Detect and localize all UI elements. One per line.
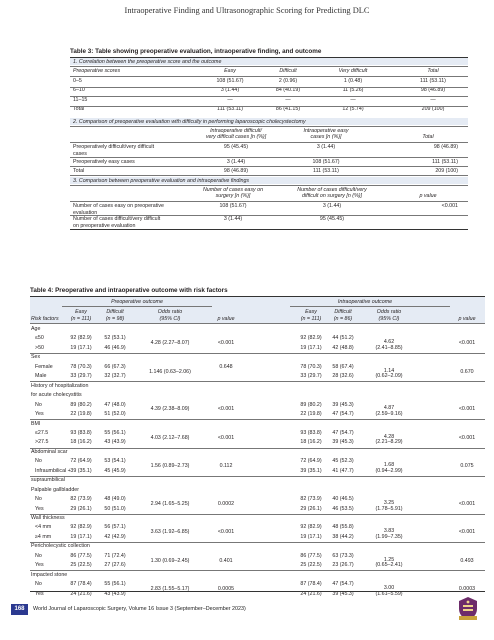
- t3s3-cell: Number of cases easy on preoperative: [73, 203, 164, 209]
- t3s1-cell: 98 (46.89): [420, 87, 446, 94]
- t4-row-label: No: [35, 581, 42, 588]
- t4-cell: 56 (57.1): [104, 524, 126, 531]
- t4-row-label: <4 mm: [35, 524, 52, 531]
- t4-cell: <0.001: [458, 434, 476, 441]
- t3s1-cell: 11–15: [73, 96, 88, 103]
- t4-cell: 0.648: [219, 363, 233, 370]
- publisher-logo-icon: [457, 596, 479, 621]
- t4-cell: 4.28: [383, 433, 395, 440]
- t4-cell: 32 (32.7): [104, 373, 126, 380]
- t4-cell: 24 (21.6): [300, 590, 322, 597]
- t4-row-label: >50: [35, 344, 44, 351]
- t4-cell: 33 (29.7): [300, 373, 322, 380]
- t4-cell: 0.0002: [217, 500, 235, 507]
- t4-cell: 41 (47.7): [332, 467, 354, 474]
- t4-col-header: (n = 111): [300, 316, 322, 322]
- t4-col-header: Difficult: [106, 309, 124, 315]
- t3s1-cell: 1 (0.48): [343, 78, 363, 84]
- t4-cell: 1.30 (0.69–2.45): [150, 557, 190, 564]
- t4-cell: (1.78–5.91): [375, 505, 403, 512]
- t4-cell: 86 (77.5): [70, 552, 92, 559]
- t3s2-col-header: Total: [422, 134, 434, 140]
- t3s2-col-header: Intraoperative easy: [303, 128, 349, 134]
- table4-bottom-rule: [30, 591, 485, 592]
- t4-group-label: Sex: [31, 354, 41, 361]
- table3-bottom-rule: [70, 229, 468, 230]
- t4-col-header: Odds ratio: [376, 309, 402, 315]
- t4-cell: 25 (22.5): [300, 562, 322, 569]
- t4-col-header: Risk factors: [31, 316, 59, 322]
- t4-group-label: Abdominal scar: [31, 448, 68, 455]
- t4-cell: 0.493: [460, 557, 474, 564]
- table3-caption: Table 3: Table showing preoperative evaluation, intraoperative finding, and outcome: [70, 48, 322, 55]
- t3s3-cell: <0.001: [441, 203, 458, 209]
- t4-row-label: Yes: [35, 562, 44, 569]
- t4-cell: 1.14: [383, 367, 395, 374]
- t3s1-cell: 12 (5.74): [342, 105, 364, 112]
- t4-cell: 87 (78.4): [70, 581, 92, 588]
- t4-row-label: Yes: [35, 505, 44, 512]
- t4-cell: 2.94 (1.65–5.25): [150, 500, 190, 507]
- t4-cell: 38 (44.2): [332, 533, 354, 540]
- t4-col-header: p value: [217, 316, 235, 322]
- t4-cell: 92 (82.9): [70, 524, 92, 531]
- t3s2-cell: Preoperatively difficult/very difficult: [73, 144, 155, 150]
- t4-cell: 71 (72.4): [104, 552, 126, 559]
- t4-cell: 42 (42.9): [104, 533, 126, 540]
- t4-col-header: (95% CI): [378, 316, 400, 322]
- t3s1-cell: 111 (53.11): [420, 78, 446, 84]
- t4-cell: <0.001: [217, 434, 235, 441]
- t4-cell: (0.65–2.41): [375, 562, 403, 569]
- table4-group-pre: Preoperative outcome: [111, 299, 163, 305]
- t4-row-label: No: [35, 496, 42, 503]
- t4-cell: 39 (45.3): [332, 439, 354, 446]
- t3s3-cell: 3 (1.44): [223, 216, 243, 222]
- t4-cell: 92 (82.9): [70, 335, 92, 342]
- t3s2-cell: Total: [73, 168, 85, 174]
- t4-cell: 19 (17.1): [300, 533, 322, 540]
- t3s1-col-header: Preoperative scores: [73, 68, 121, 74]
- t4-cell: 3.83: [383, 528, 395, 535]
- t3s1-cell: 2 (0.96): [278, 78, 298, 84]
- t4-row-label: Yes: [35, 411, 44, 418]
- t4-cell: 25 (22.5): [70, 562, 92, 569]
- t3s2-col-header: very difficult cases [n (%)]: [205, 134, 267, 140]
- t3s1-cell: 0–5: [73, 78, 82, 84]
- t4-group-label: BMI: [31, 420, 41, 427]
- t4-cell: 27 (27.6): [104, 562, 126, 569]
- t4-cell: 4.03 (2.12–7.68): [150, 434, 190, 441]
- t4-cell: 1.56 (0.89–2.73): [150, 463, 190, 470]
- t3s2-cell: 98 (46.89): [223, 168, 249, 174]
- t4-row-label: No: [35, 458, 42, 465]
- t3s2-col-header: Intraoperative difficult/: [210, 128, 262, 134]
- t4-cell: 19 (17.1): [70, 344, 92, 351]
- t3s2-cell: 3 (1.44): [226, 159, 246, 165]
- t4-cell: 29 (26.1): [70, 505, 92, 512]
- t4-cell: 47 (54.7): [332, 429, 354, 436]
- t4-cell: 4.39 (2.38–8.09): [150, 406, 190, 413]
- t4-col-header: (n = 111): [70, 316, 92, 322]
- t4-cell: 2.83 (1.55–5.17): [150, 585, 190, 592]
- t4-cell: 22 (19.8): [300, 411, 322, 418]
- t4-row-label: ≤27.5: [35, 429, 49, 436]
- t4-group-label: Impacted stone: [31, 571, 68, 578]
- t4-group-label: Palpable gallbladder: [31, 486, 80, 493]
- table3-section3-title: 3. Comparison between preoperative evaluation and intraoperative findings: [73, 178, 250, 184]
- t4-cell: 29 (26.1): [300, 505, 322, 512]
- t3s2-cell: 108 (51.67): [312, 159, 340, 165]
- t3s1-cell: —: [227, 96, 233, 103]
- t4-cell: 44 (51.2): [332, 335, 354, 342]
- t4-cell: 66 (67.3): [104, 363, 126, 370]
- t4-cell: 1.68: [383, 462, 395, 469]
- t4-cell: 1.25: [383, 556, 395, 563]
- table4-caption: Table 4: Preoperative and intraoperative outcome with risk factors: [30, 287, 228, 294]
- t4-cell: 58 (67.4): [332, 363, 354, 370]
- t4-cell: 47 (48.0): [104, 401, 126, 408]
- t3s2-cell: 209 (100): [435, 168, 458, 174]
- t4-cell: 72 (64.9): [70, 458, 92, 465]
- t4-cell: 19 (17.1): [300, 344, 322, 351]
- t4-cell: 4.87: [383, 405, 395, 412]
- t4-cell: 78 (70.3): [300, 363, 322, 370]
- t4-cell: 43 (43.9): [104, 590, 126, 597]
- t4-cell: 39 (35.1): [70, 467, 92, 474]
- running-header: Intraoperative Finding and Ultrasonographic Scoring for Predicting DLC: [124, 6, 370, 15]
- t4-row-label: >27.5: [35, 439, 49, 446]
- t3s1-cell: 3 (1.44): [220, 87, 240, 94]
- t4-cell: 3.63 (1.92–6.85): [150, 529, 190, 536]
- t3s1-cell: 11 (5.26): [342, 87, 364, 94]
- t3s3-cell: 95 (45.45): [319, 216, 345, 222]
- t4-row-label: ≥4 mm: [35, 533, 52, 540]
- t3s3-col-header: Number of cases easy on: [202, 187, 264, 193]
- t4-cell: <0.001: [217, 529, 235, 536]
- t4-cell: 18 (16.2): [70, 439, 92, 446]
- t4-col-header: (n = 86): [333, 316, 353, 322]
- t4-row-label: Yes: [35, 590, 44, 597]
- t3s1-col-header: Very difficult: [338, 68, 368, 74]
- t3s1-cell: 108 (51.67): [216, 78, 244, 84]
- t3s3-cell: on preoperative evaluation: [73, 222, 136, 229]
- t3s1-col-header: Total: [427, 68, 439, 74]
- t4-cell: 93 (83.8): [70, 429, 92, 436]
- t4-cell: 24 (21.6): [70, 590, 92, 597]
- t3s1-cell: 84 (40.19): [275, 87, 301, 94]
- t3s3-cell: 3 (1.44): [322, 203, 342, 209]
- t4-cell: <0.001: [458, 529, 476, 536]
- t3s1-cell: 209 (100): [421, 105, 445, 112]
- t4-cell: (0.62–2.09): [375, 373, 403, 380]
- t4-cell: 4.28 (2.27–8.07): [150, 340, 190, 347]
- t4-cell: 39 (45.3): [332, 401, 354, 408]
- t3s2-cell: 98 (46.89): [433, 144, 458, 150]
- t4-col-header: (95% CI): [159, 316, 181, 322]
- t4-row-label: ≤50: [35, 335, 44, 342]
- t4-cell: 86 (77.5): [300, 552, 322, 559]
- t3s1-cell: —: [430, 96, 436, 103]
- t3s3-cell: 108 (51.67): [219, 203, 247, 209]
- t3s1-col-header: Difficult: [279, 68, 297, 74]
- t4-cell: 22 (19.8): [70, 411, 92, 418]
- t4-cell: 1.146 (0.63–2.06): [149, 368, 191, 375]
- t4-cell: 46 (46.9): [104, 344, 126, 351]
- t4-cell: 89 (80.2): [300, 401, 322, 408]
- t4-cell: 43 (43.9): [104, 439, 126, 446]
- t3s1-cell: 111 (53.11): [217, 105, 243, 112]
- t4-row-label: No: [35, 401, 42, 408]
- t3s2-cell: 95 (45.45): [223, 144, 249, 150]
- t3s1-cell: —: [285, 96, 291, 103]
- t3s3-col-header: difficult on surgery [n (%)]: [301, 193, 363, 199]
- t4-col-header: (n = 98): [105, 316, 125, 322]
- t3s3-col-header: surgery [n (%)]: [215, 193, 251, 199]
- t4-cell: 42 (48.8): [332, 344, 354, 351]
- journal-footer: World Journal of Laparoscopic Surgery, Volume 16 Issue 3 (September–December 2023): [33, 606, 246, 612]
- t4-cell: 55 (56.1): [104, 429, 126, 436]
- t4-col-header: Easy: [305, 309, 317, 315]
- t4-cell: 63 (73.3): [332, 552, 354, 559]
- t4-cell: 0.075: [460, 463, 474, 470]
- t4-cell: 39 (35.1): [300, 467, 322, 474]
- t4-cell: 78 (70.3): [70, 363, 92, 370]
- t4-cell: 46 (53.5): [332, 505, 354, 512]
- t4-cell: 0.670: [460, 368, 474, 375]
- t4-group-label: for acute cholecystitis: [31, 392, 82, 399]
- t3s2-cell: cases: [73, 150, 87, 157]
- t3s1-col-header: Easy: [224, 68, 236, 74]
- t3s3-col-header: Number of cases difficult/very: [297, 187, 367, 193]
- t4-cell: 23 (26.7): [332, 562, 354, 569]
- t4-cell: 92 (82.9): [300, 335, 322, 342]
- t4-cell: 18 (16.2): [300, 439, 322, 446]
- t4-cell: 39 (45.3): [332, 590, 354, 597]
- t4-cell: 19 (17.1): [70, 533, 92, 540]
- table3-section2-title: 2. Comparison of preoperative evaluation with difficulty in performing laparoscopic cholecystectomy: [73, 119, 306, 125]
- t4-cell: 45 (45.9): [104, 467, 126, 474]
- t4-cell: 82 (73.9): [300, 496, 322, 503]
- t4-group-label: History of hospitalization: [31, 382, 89, 389]
- t4-cell: 93 (83.8): [300, 429, 322, 436]
- t3s1-cell: Total: [73, 105, 85, 112]
- t4-cell: 89 (80.2): [70, 401, 92, 408]
- t4-col-header: p value: [458, 316, 476, 322]
- t4-col-header: Easy: [75, 309, 87, 315]
- t4-cell: 40 (46.5): [332, 496, 354, 503]
- t4-col-header: Difficult: [334, 309, 352, 315]
- t4-row-label: No: [35, 552, 42, 559]
- t4-cell: 51 (52.0): [104, 411, 126, 418]
- t4-row-label: Infraumbilical +: [35, 467, 71, 474]
- t4-cell: (2.59–9.16): [375, 411, 403, 418]
- t3s3-cell: Number of cases difficult/very difficult: [73, 216, 161, 222]
- t4-group-label: Age: [31, 326, 41, 332]
- t3s2-cell: Preoperatively easy cases: [73, 159, 135, 165]
- t3s2-cell: 111 (53.11): [313, 168, 339, 174]
- t4-cell: 82 (73.9): [70, 496, 92, 503]
- t3s2-cell: 111 (53.11): [432, 159, 458, 165]
- t4-cell: 72 (64.9): [300, 458, 322, 465]
- t3s1-cell: 86 (41.15): [275, 105, 301, 112]
- t4-cell: <0.001: [458, 500, 476, 507]
- t3s3-col-header: p value: [419, 193, 437, 199]
- t4-row-label: Male: [35, 373, 47, 380]
- page-number: 168: [11, 604, 28, 615]
- t4-cell: 52 (53.1): [104, 335, 126, 342]
- t4-cell: 3.00: [383, 584, 395, 591]
- t3s3-cell: evaluation: [73, 209, 98, 216]
- t4-cell: <0.001: [217, 340, 235, 347]
- t3s2-col-header: cases [n (%)]: [310, 134, 342, 140]
- t3s2-cell: 3 (1.44): [316, 144, 336, 150]
- t4-cell: 48 (49.0): [104, 496, 126, 503]
- t4-cell: 4.62: [383, 339, 395, 346]
- t4-cell: 0.112: [219, 463, 233, 470]
- t3s1-cell: —: [350, 96, 356, 103]
- t4-group-label: supraumbilical: [31, 477, 65, 484]
- table4-group-intra: Intraoperative outcome: [337, 299, 393, 305]
- t4-cell: 28 (32.6): [332, 373, 354, 380]
- t4-cell: 92 (82.9): [300, 524, 322, 531]
- t4-cell: 0.401: [219, 557, 233, 564]
- t4-cell: <0.001: [217, 406, 235, 413]
- t4-cell: 45 (52.3): [332, 458, 354, 465]
- t4-cell: 33 (29.7): [70, 373, 92, 380]
- t4-cell: 48 (55.8): [332, 524, 354, 531]
- t4-cell: 3.25: [383, 499, 395, 506]
- t3s1-cell: 6–10: [73, 87, 85, 94]
- t4-cell: 0.0005: [217, 585, 235, 592]
- t4-cell: (1.61–5.59): [375, 590, 403, 597]
- t4-cell: (0.94–2.99): [375, 467, 403, 474]
- t4-cell: (2.21–8.29): [375, 439, 403, 446]
- t4-cell: 55 (56.1): [104, 581, 126, 588]
- t4-col-header: Odds ratio: [157, 309, 183, 315]
- t4-cell: 50 (51.0): [104, 505, 126, 512]
- t4-cell: <0.001: [458, 340, 476, 347]
- table3-section1-title: 1. Correlation between the preoperative score and the outcome: [73, 59, 222, 65]
- t4-cell: 53 (54.1): [104, 458, 126, 465]
- t4-group-label: Wall thickness: [31, 515, 65, 521]
- t4-cell: 0.0003: [458, 585, 476, 592]
- t4-cell: 47 (54.7): [332, 581, 354, 588]
- t4-row-label: Female: [35, 363, 53, 370]
- t4-cell: <0.001: [458, 406, 476, 413]
- t4-cell: 47 (54.7): [332, 411, 354, 418]
- t4-group-label: Pericholecystic collection: [31, 543, 90, 550]
- t4-cell: 87 (78.4): [300, 581, 322, 588]
- t4-cell: (2.41–8.85): [375, 344, 403, 351]
- t4-cell: (1.99–7.35): [375, 533, 403, 540]
